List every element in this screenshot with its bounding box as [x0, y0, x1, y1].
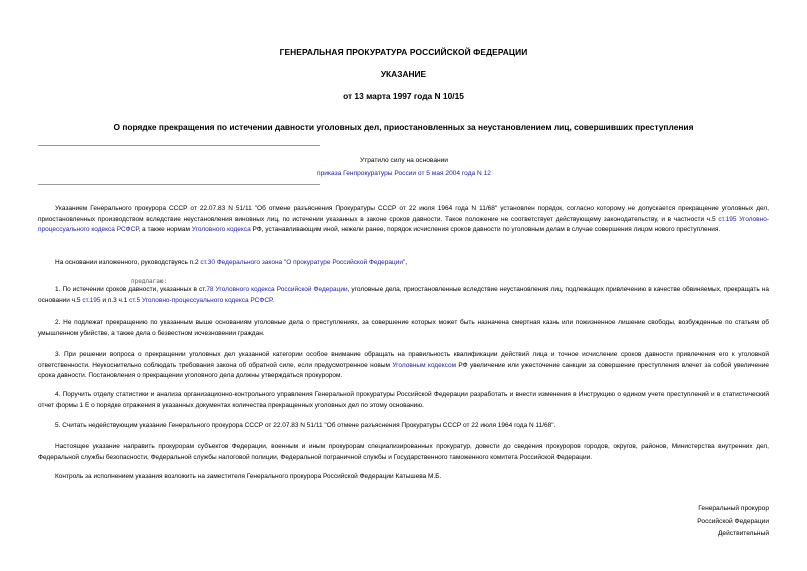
document-date-number: от 13 марта 1997 года N 10/15 — [343, 91, 464, 101]
item-4: 4. Поручить отделу статистики и анализа организационно-контрольного управления Генеральной прокуратуры Российской Федерации разработать и внести изменения в Инструкцию о едином учете преступлений и в статистический отчет формы 1 Е о порядке отражения в указанных документах количества прекращенных уголовных дел по этому основанию. — [38, 391, 769, 409]
link-criminal-code[interactable]: Уголовного кодекса — [191, 226, 251, 234]
item-5: 5. Считать недействующим указание Генерального прокурора СССР от 22.07.83 N 51/11 "Об отмене разъяснения Прокуратуры СССР от 22 июля 1964 года N 11/68". — [55, 422, 556, 429]
basis-paragraph: На основании изложенного, руководствуясь п.2 ст.30 Федерального закона "О прокуратуре Российской Федерации", — [55, 259, 408, 266]
item-2: 2. Не подлежат прекращению по указанным выше основаниям уголовные дела о преступлениях, за совершение которых может быть назначена смертная казнь или пожизненное лишение свободы, возбужденные по статьям об умышленном убийстве, а также дела о безвестном исчезновении граждан. — [38, 319, 769, 337]
divider-top — [38, 145, 320, 146]
lost-force-link-line — [280, 170, 528, 177]
proposal-word: предлагаю: — [131, 278, 168, 285]
issuing-authority: ГЕНЕРАЛЬНАЯ ПРОКУРАТУРА РОССИЙСКОЙ ФЕДЕРАЦИИ — [279, 47, 528, 57]
lost-force-link[interactable]: приказа Генпрокуратуры России от 5 мая 2004 года N 12 — [317, 170, 491, 177]
divider-bottom — [38, 184, 320, 185]
link-art195-upk[interactable]: ст.195 Уголовно-процессуального кодекса РСФСР — [38, 215, 769, 234]
item-1: 1. По истечении сроков давности, указанных в ст.78 Уголовного кодекса Российской Федерации, уголовные дела, приостановленные вследствие неустановления лиц, подлежащих привлечению в качестве обвиняемых, прекращать на основании ч.5 ст.195 и п.3 ч.1 ст.5 Уголовно-процессуального кодекса РСФСР. — [38, 286, 769, 304]
signature-line-2: Российской Федерации — [697, 517, 769, 525]
distribution-paragraph: Настоящее указание направить прокурорам субъектов Федерации, военным и иным прокурорам специализированных прокуратур, довести до сведения прокуроров городов, округов, районов, Министерства внутренних дел, Федеральной службы безопасности, Федеральной службы налоговой полиции, Федеральной пограничной службы и Государственного таможенного комитета Российской Федерации. — [38, 443, 769, 461]
signature-line-3: Действительный — [717, 530, 769, 537]
link-art5-upk[interactable]: ст.5 Уголовно-процессуального кодекса РСФСР — [129, 296, 273, 304]
item-3: 3. При решении вопроса о прекращении уголовных дел указанной категории особое внимание обращать на правильность квалификации действий лица и точное исчисление сроков давности привлечения его к уголовной ответственности. Неукоснительно соблюдать требования закона об обратной силе, если предусмотренное новым Уголовным кодексом РФ увеличение или ужесточение санкции за совершение преступления влечет за собой увеличение срока давности. Постановления о прекращении уголовного дела должны утверждаться прокурором. — [38, 351, 769, 380]
document-subject: О порядке прекращения по истечении давности уголовных дел, приостановленных за неустановлением лиц, совершивших преступления — [113, 122, 694, 132]
link-art195[interactable]: ст.195 — [82, 296, 101, 304]
signature-block — [600, 503, 769, 541]
link-art78-criminal-code[interactable]: 78 Уголовного кодекса Российской Федерации — [206, 286, 348, 293]
link-art30-prosecution-law[interactable]: ст.30 Федерального закона "О прокуратуре Российской Федерации" — [200, 259, 406, 266]
lost-force-note: Утратило силу на основании — [360, 157, 448, 164]
signature-line-1: Генеральный прокурор — [698, 505, 769, 512]
control-paragraph: Контроль за исполнением указания возложить на заместителя Генерального прокурора Российской Федерации Катышева М.Б. — [55, 473, 442, 480]
intro-paragraph: Указанием Генерального прокурора СССР от 22.07.83 N 51/11 "Об отмене разъяснения Прокуратуры СССР от 22 июля 1964 года N 11/68" установлен порядок, согласно которому не допускается прекращение уголовных дел, приостановленных производством вследствие неустановления виновных лиц, по истечении указанных в законе сроков давности. Такое положение не соответствует действующему законодательству, и в частности ч.5 ст.195 Уголовно-процессуального кодекса РСФСР, а также нормам Уголовного кодекса РФ, устанавливающим иной, нежели ранее, порядок исчисления сроков давности по уголовным делам в случае совершения лицом нового преступления. — [38, 205, 769, 234]
document-kind: УКАЗАНИЕ — [380, 69, 427, 79]
link-criminal-code-new[interactable]: Уголовным кодексом — [392, 361, 457, 369]
